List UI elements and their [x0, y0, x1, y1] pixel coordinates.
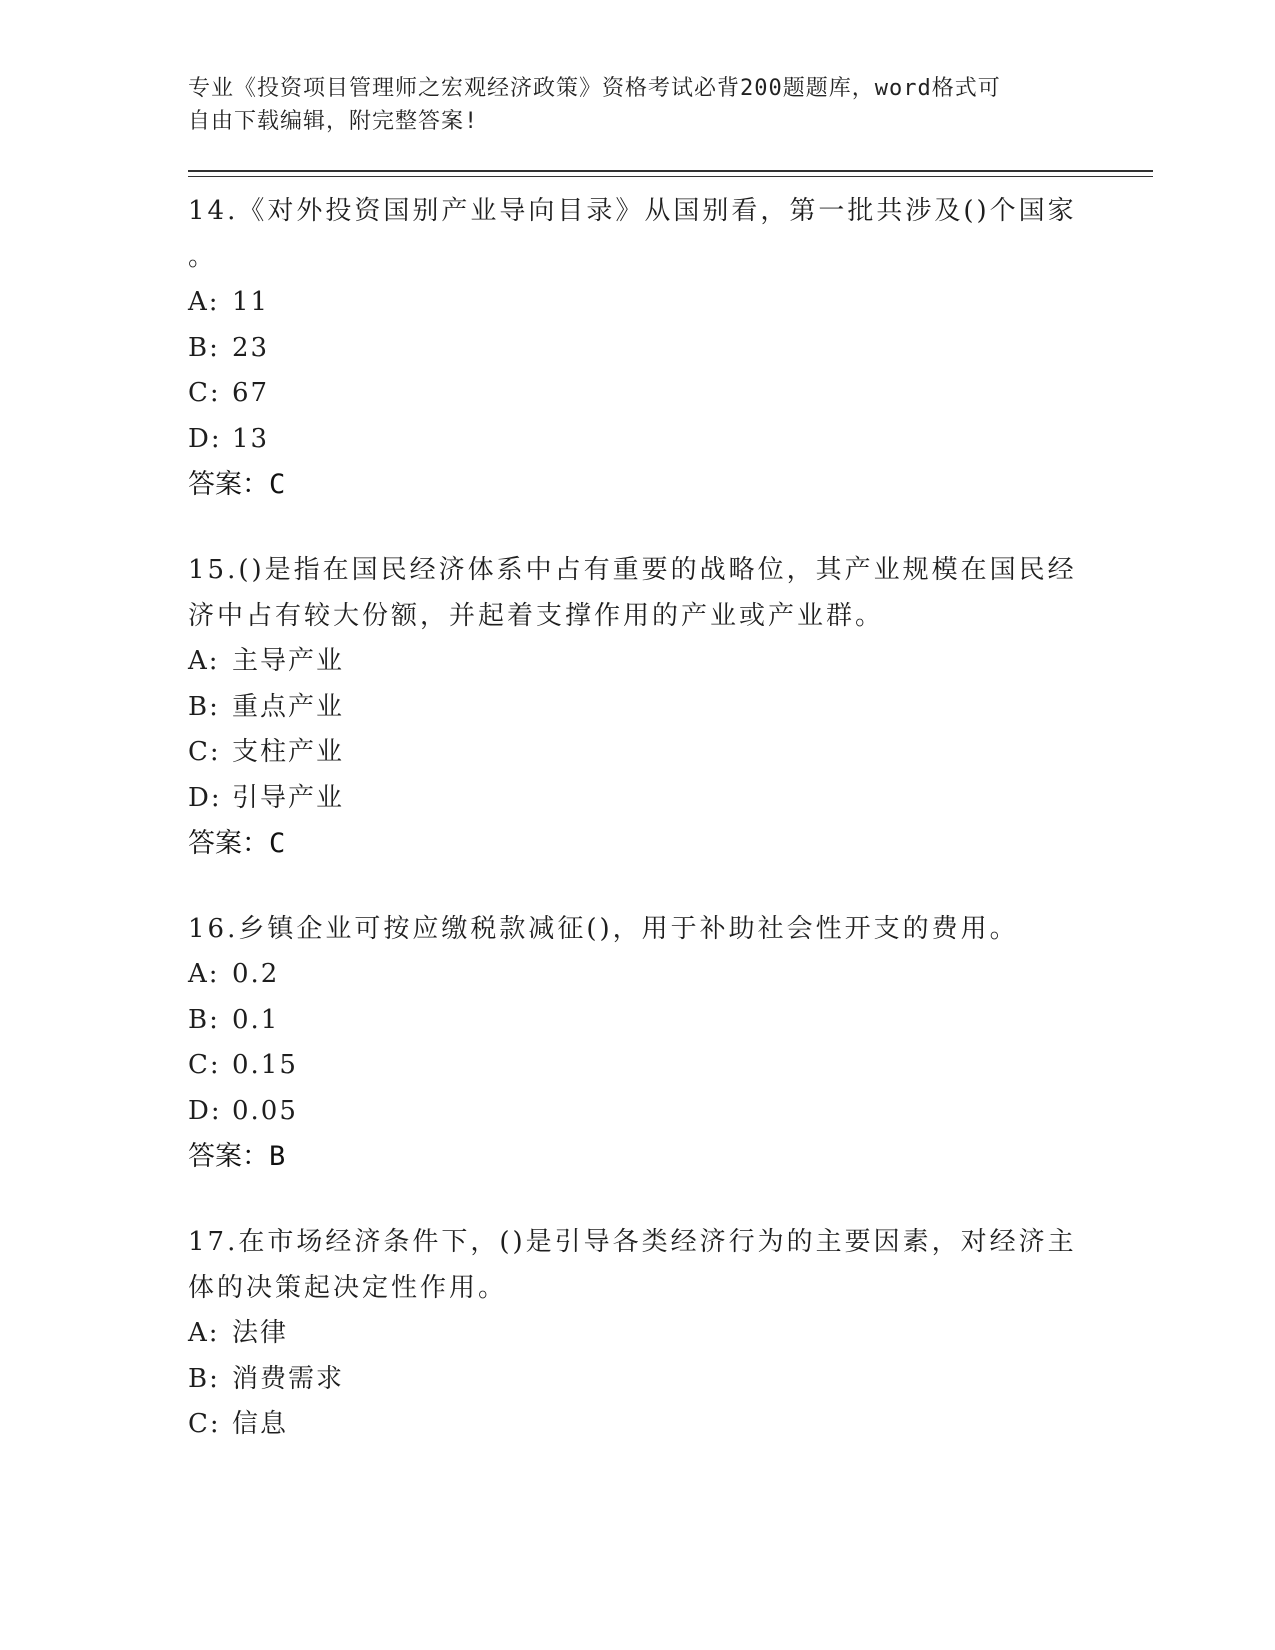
option-a — [188, 952, 1088, 998]
question-text: 15.()是指在国民经济体系中占有重要的战略位，其产业规模在国民经 济中占有较大份额，并起着支撑作用的产业或产业群。 — [188, 555, 1077, 631]
option-c — [188, 730, 1088, 776]
option-value: 67 — [232, 378, 270, 408]
option-value: 引导产业 — [232, 782, 345, 813]
answer-line: 答案：B — [188, 1141, 286, 1172]
option-b — [188, 1357, 1088, 1403]
option-value: 支柱产业 — [232, 737, 345, 767]
option-d — [188, 1089, 1088, 1135]
question-text: 14.《对外投资国别产业导向目录》从国别看，第一批共涉及()个国家 。 — [188, 196, 1077, 272]
option-a — [188, 1311, 1088, 1357]
option-b — [188, 998, 1088, 1044]
header-line-2: 自由下载编辑，附完整答案! — [188, 109, 479, 134]
question-text: 17.在市场经济条件下，()是引导各类经济行为的主要因素，对经济主 体的决策起决定性作用。 — [188, 1227, 1077, 1303]
option-c — [188, 371, 1088, 417]
question-16 — [188, 906, 1088, 1179]
option-value: 0.1 — [232, 1004, 280, 1035]
option-value: 13 — [232, 423, 270, 454]
option-a — [188, 280, 1088, 326]
option-label: A: — [188, 646, 220, 676]
option-value: 法律 — [232, 1318, 289, 1348]
question-list — [188, 188, 1088, 1488]
option-value: 消费需求 — [232, 1363, 345, 1394]
option-label: A: — [188, 959, 220, 989]
header-divider-top — [188, 170, 1153, 172]
option-c — [188, 1043, 1088, 1089]
option-value: 0.15 — [232, 1050, 298, 1080]
option-label: A: — [188, 1318, 220, 1348]
option-value: 0.05 — [232, 1095, 298, 1126]
answer-line: 答案：C — [188, 469, 286, 500]
option-label: C: — [188, 1050, 221, 1080]
header-divider-bottom — [188, 176, 1153, 177]
option-label: A: — [188, 287, 220, 317]
option-label: D: — [188, 782, 222, 813]
question-text: 16.乡镇企业可按应缴税款减征()，用于补助社会性开支的费用。 — [188, 914, 1019, 944]
option-d — [188, 417, 1088, 463]
option-value: 主导产业 — [232, 646, 345, 676]
option-a — [188, 639, 1088, 685]
option-value: 信息 — [232, 1409, 289, 1439]
question-14 — [188, 188, 1088, 507]
option-label: D: — [188, 423, 222, 454]
header-line-1: 专业《投资项目管理师之宏观经济政策》资格考试必背200题题库，word格式可 — [188, 76, 1001, 101]
option-label: C: — [188, 737, 221, 767]
option-b — [188, 326, 1088, 372]
question-17 — [188, 1219, 1088, 1448]
option-label: B: — [188, 1363, 220, 1394]
option-value: 0.2 — [232, 959, 280, 989]
option-label: B: — [188, 691, 220, 722]
question-15 — [188, 547, 1088, 866]
option-b — [188, 685, 1088, 731]
option-d — [188, 776, 1088, 822]
answer-line: 答案：C — [188, 828, 286, 859]
option-label: B: — [188, 332, 220, 363]
option-label: C: — [188, 1409, 221, 1439]
option-label: B: — [188, 1004, 220, 1035]
option-label: D: — [188, 1095, 222, 1126]
option-label: C: — [188, 378, 221, 408]
option-c — [188, 1402, 1088, 1448]
option-value: 23 — [232, 332, 270, 363]
option-value: 11 — [232, 287, 270, 317]
option-value: 重点产业 — [232, 691, 345, 722]
header-note — [188, 72, 1068, 138]
